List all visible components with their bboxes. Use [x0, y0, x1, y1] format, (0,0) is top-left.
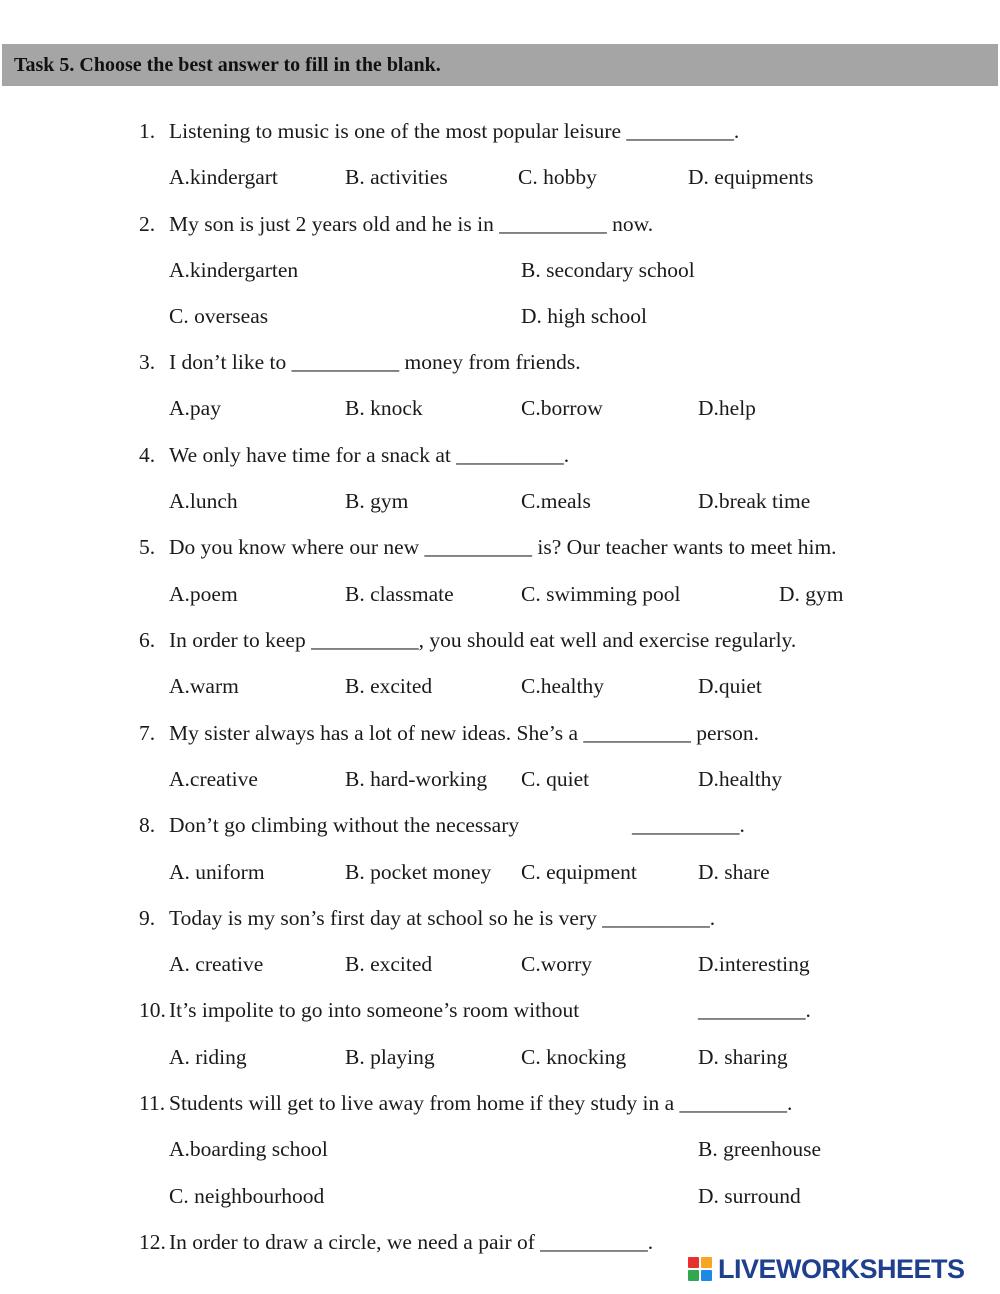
answer-blank[interactable]: __________.: [698, 998, 811, 1022]
option-c[interactable]: C. knocking: [521, 1045, 627, 1069]
logo-square-icon: [688, 1270, 699, 1281]
task-title: Task 5. Choose the best answer to fill in the blank.: [14, 53, 441, 76]
option-c[interactable]: C. overseas: [169, 304, 269, 328]
option-b[interactable]: B. excited: [345, 952, 433, 976]
option-b[interactable]: B. knock: [345, 396, 423, 420]
option-a[interactable]: A.kindergart: [169, 165, 278, 189]
liveworksheets-logo: [688, 1252, 988, 1286]
option-b[interactable]: B. classmate: [345, 582, 454, 606]
option-d[interactable]: D. sharing: [698, 1045, 788, 1069]
option-a[interactable]: A.warm: [169, 674, 239, 698]
question-number: 11.: [139, 1091, 166, 1115]
question-text: My sister always has a lot of new ideas. She’s a __________ person.: [169, 721, 759, 745]
question-number: 10.: [139, 998, 166, 1022]
option-d[interactable]: D.healthy: [698, 767, 783, 791]
option-a[interactable]: A.creative: [169, 767, 258, 791]
option-b[interactable]: B. greenhouse: [698, 1137, 821, 1161]
logo-square-icon: [701, 1270, 712, 1281]
option-c[interactable]: C. quiet: [521, 767, 590, 791]
task-header: [2, 44, 998, 86]
question-text: Students will get to live away from home if they study in a __________.: [169, 1091, 793, 1115]
option-c[interactable]: C. neighbourhood: [169, 1184, 325, 1208]
question-text: My son is just 2 years old and he is in __________ now.: [169, 212, 654, 236]
option-b[interactable]: B. playing: [345, 1045, 435, 1069]
question-text: In order to keep __________, you should eat well and exercise regularly.: [169, 628, 797, 652]
question-text: Listening to music is one of the most popular leisure __________.: [169, 119, 740, 143]
option-c[interactable]: C.meals: [521, 489, 591, 513]
option-a[interactable]: A.kindergarten: [169, 258, 299, 282]
question-number: 6.: [139, 628, 156, 652]
option-d[interactable]: D. gym: [779, 582, 844, 606]
option-b[interactable]: B. hard-working: [345, 767, 488, 791]
question-number: 3.: [139, 350, 156, 374]
option-d[interactable]: D. share: [698, 860, 770, 884]
question-text: Today is my son’s first day at school so he is very __________.: [169, 906, 716, 930]
option-c[interactable]: C.healthy: [521, 674, 604, 698]
question-text: In order to draw a circle, we need a pair of __________.: [169, 1230, 654, 1254]
option-c[interactable]: C.worry: [521, 952, 593, 976]
option-d[interactable]: D. high school: [521, 304, 648, 328]
question-number: 7.: [139, 721, 156, 745]
option-d[interactable]: D.quiet: [698, 674, 762, 698]
question-text: We only have time for a snack at __________.: [169, 443, 570, 467]
question-text: Don’t go climbing without the necessary: [169, 813, 520, 837]
question-number: 12.: [139, 1230, 166, 1254]
logo-square-icon: [701, 1257, 712, 1268]
option-b[interactable]: B. excited: [345, 674, 433, 698]
option-d[interactable]: D.break time: [698, 489, 811, 513]
option-d[interactable]: D. surround: [698, 1184, 801, 1208]
option-a[interactable]: A. riding: [169, 1045, 247, 1069]
option-a[interactable]: A. creative: [169, 952, 264, 976]
option-c[interactable]: C. hobby: [518, 165, 597, 189]
option-c[interactable]: C.borrow: [521, 396, 603, 420]
question-number: 8.: [139, 813, 156, 837]
question-number: 9.: [139, 906, 156, 930]
option-a[interactable]: A.pay: [169, 396, 221, 420]
question-number: 5.: [139, 535, 156, 559]
question-text: I don’t like to __________ money from friends.: [169, 350, 581, 374]
option-d[interactable]: D. equipments: [688, 165, 814, 189]
question-number: 4.: [139, 443, 156, 467]
option-b[interactable]: B. secondary school: [521, 258, 695, 282]
question-text: It’s impolite to go into someone’s room without: [169, 998, 580, 1022]
question-number: 2.: [139, 212, 156, 236]
answer-blank[interactable]: __________.: [632, 813, 745, 837]
option-d[interactable]: D.help: [698, 396, 756, 420]
option-b[interactable]: B. pocket money: [345, 860, 492, 884]
option-a[interactable]: A.poem: [169, 582, 238, 606]
logo-mark-icon: [688, 1257, 712, 1281]
option-a[interactable]: A.lunch: [169, 489, 238, 513]
option-a[interactable]: A. uniform: [169, 860, 265, 884]
option-c[interactable]: C. equipment: [521, 860, 637, 884]
option-c[interactable]: C. swimming pool: [521, 582, 681, 606]
question-text: Do you know where our new __________ is? Our teacher wants to meet him.: [169, 535, 837, 559]
brand-name: LIVEWORKSHEETS: [718, 1253, 965, 1284]
option-a[interactable]: A.boarding school: [169, 1137, 328, 1161]
option-b[interactable]: B. activities: [345, 165, 448, 189]
option-b[interactable]: B. gym: [345, 489, 409, 513]
logo-square-icon: [688, 1257, 699, 1268]
question-number: 1.: [139, 119, 156, 143]
option-d[interactable]: D.interesting: [698, 952, 810, 976]
